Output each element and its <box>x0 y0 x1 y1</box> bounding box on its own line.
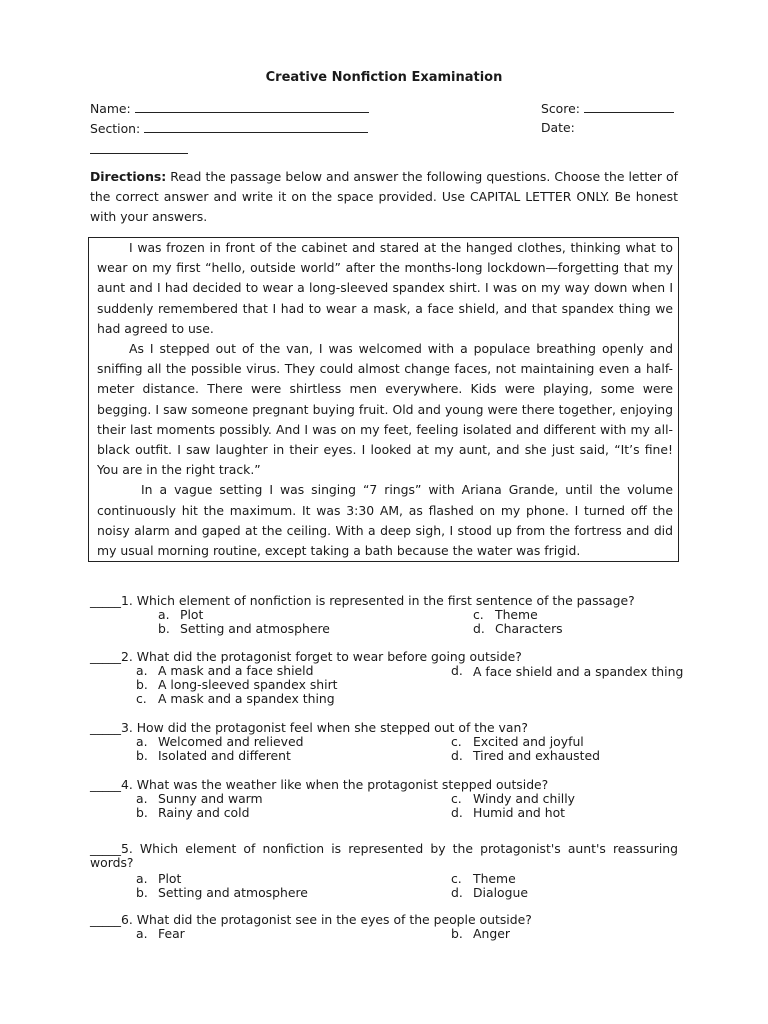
option-b: b. Anger <box>451 926 510 941</box>
question-4 <box>90 778 678 822</box>
option-c: c. A mask and a spandex thing <box>136 691 335 706</box>
passage-paragraph-2: As I stepped out of the van, I was welcomed with a populace breathing openly and sniffing all the possible virus. They could almost change faces, not maintaining even a half-meter distance. There were shirtless men everywhere. Kids were playing, some were begging. I saw someone pregnant buying fruit. Old and young were there together, enjoying their last moments possibly. And I was on my feet, feeling isolated and different with my all-black outfit. I saw laughter in their eyes. I looked at my aunt, and she just said, “It’s fine! You are in the right track.” <box>97 341 673 478</box>
option-d: d. Humid and hot <box>451 805 566 820</box>
date-label: Date: <box>541 120 575 135</box>
option-a: a. Fear <box>136 926 185 941</box>
option-d: d. Dialogue <box>451 885 528 900</box>
name-label: Name: <box>90 101 131 116</box>
option-c: c. Theme <box>451 871 516 886</box>
option-a: a. Sunny and warm <box>136 791 263 806</box>
name-field <box>90 100 369 116</box>
option-d: d. Tired and exhausted <box>451 748 600 763</box>
question-2 <box>90 649 684 710</box>
option-d: d. A face shield and a spandex thing <box>451 663 684 679</box>
option-d: d. Characters <box>473 621 563 636</box>
question-6 <box>90 913 678 943</box>
name-blank <box>135 100 369 113</box>
question-5 <box>90 842 678 902</box>
option-a: a. Plot <box>158 607 204 622</box>
option-a: a. Welcomed and relieved <box>136 734 304 749</box>
option-b: b. Setting and atmosphere <box>158 621 330 636</box>
option-c: c. Excited and joyful <box>451 734 584 749</box>
reading-passage <box>88 237 679 562</box>
directions-text: Read the passage below and answer the following questions. Choose the letter of the correct answer and write it on the space provided. Use CAPITAL LETTER ONLY. Be honest with your answers. <box>90 169 678 224</box>
exam-title: Creative Nonfiction Examination <box>265 70 503 85</box>
score-blank <box>584 100 674 113</box>
directions-label: Directions: <box>90 169 167 184</box>
score-label: Score: <box>541 101 580 116</box>
question-stem: _____1. Which element of nonfiction is represented in the first sentence of the passage? <box>90 593 635 608</box>
question-stem: _____4. What was the weather like when the protagonist stepped outside? <box>90 777 549 792</box>
option-a: a. Plot <box>136 871 182 886</box>
question-1 <box>90 594 678 634</box>
option-a: a. A mask and a face shield <box>136 663 314 678</box>
option-c: c. Windy and chilly <box>451 791 575 806</box>
score-field <box>541 100 674 116</box>
section-blank <box>144 120 368 133</box>
passage-paragraph-1: I was frozen in front of the cabinet and stared at the hanged clothes, thinking what to wear on my first “hello, outside world” after the months-long lockdown—forgetting that my aunt and I had decided to wear a long-sleeved spandex shirt. I was on my way down when I suddenly remembered that I had to wear a mask, a face shield, and that spandex thing we had agreed to use. <box>97 240 673 336</box>
section-field <box>90 120 368 136</box>
question-stem: _____3. How did the protagonist feel when she stepped out of the van? <box>90 720 528 735</box>
section-label: Section: <box>90 121 141 136</box>
date-blank-line <box>90 141 188 157</box>
passage-paragraph-3: In a vague setting I was singing “7 rings” with Ariana Grande, until the volume continuously hit the maximum. It was 3:30 AM, as flashed on my phone. I turned off the noisy alarm and gaped at the ceiling. With a deep sigh, I stood up from the fortress and did my usual morning routine, except taking a bath because the water was frigid. <box>97 482 673 559</box>
option-b: b. Rainy and cold <box>136 805 250 820</box>
question-stem: _____5. Which element of nonfiction is represented by the protagonist's aunt's reassuring words? <box>90 841 678 870</box>
option-b: b. Setting and atmosphere <box>136 885 308 900</box>
option-c: c. Theme <box>473 607 538 622</box>
option-b: b. Isolated and different <box>136 748 291 763</box>
option-b: b. A long-sleeved spandex shirt <box>136 677 338 692</box>
question-stem: _____6. What did the protagonist see in the eyes of the people outside? <box>90 912 532 927</box>
directions <box>90 167 678 227</box>
question-stem: _____2. What did the protagonist forget to wear before going outside? <box>90 649 522 664</box>
question-3 <box>90 721 678 765</box>
date-field <box>541 120 575 135</box>
